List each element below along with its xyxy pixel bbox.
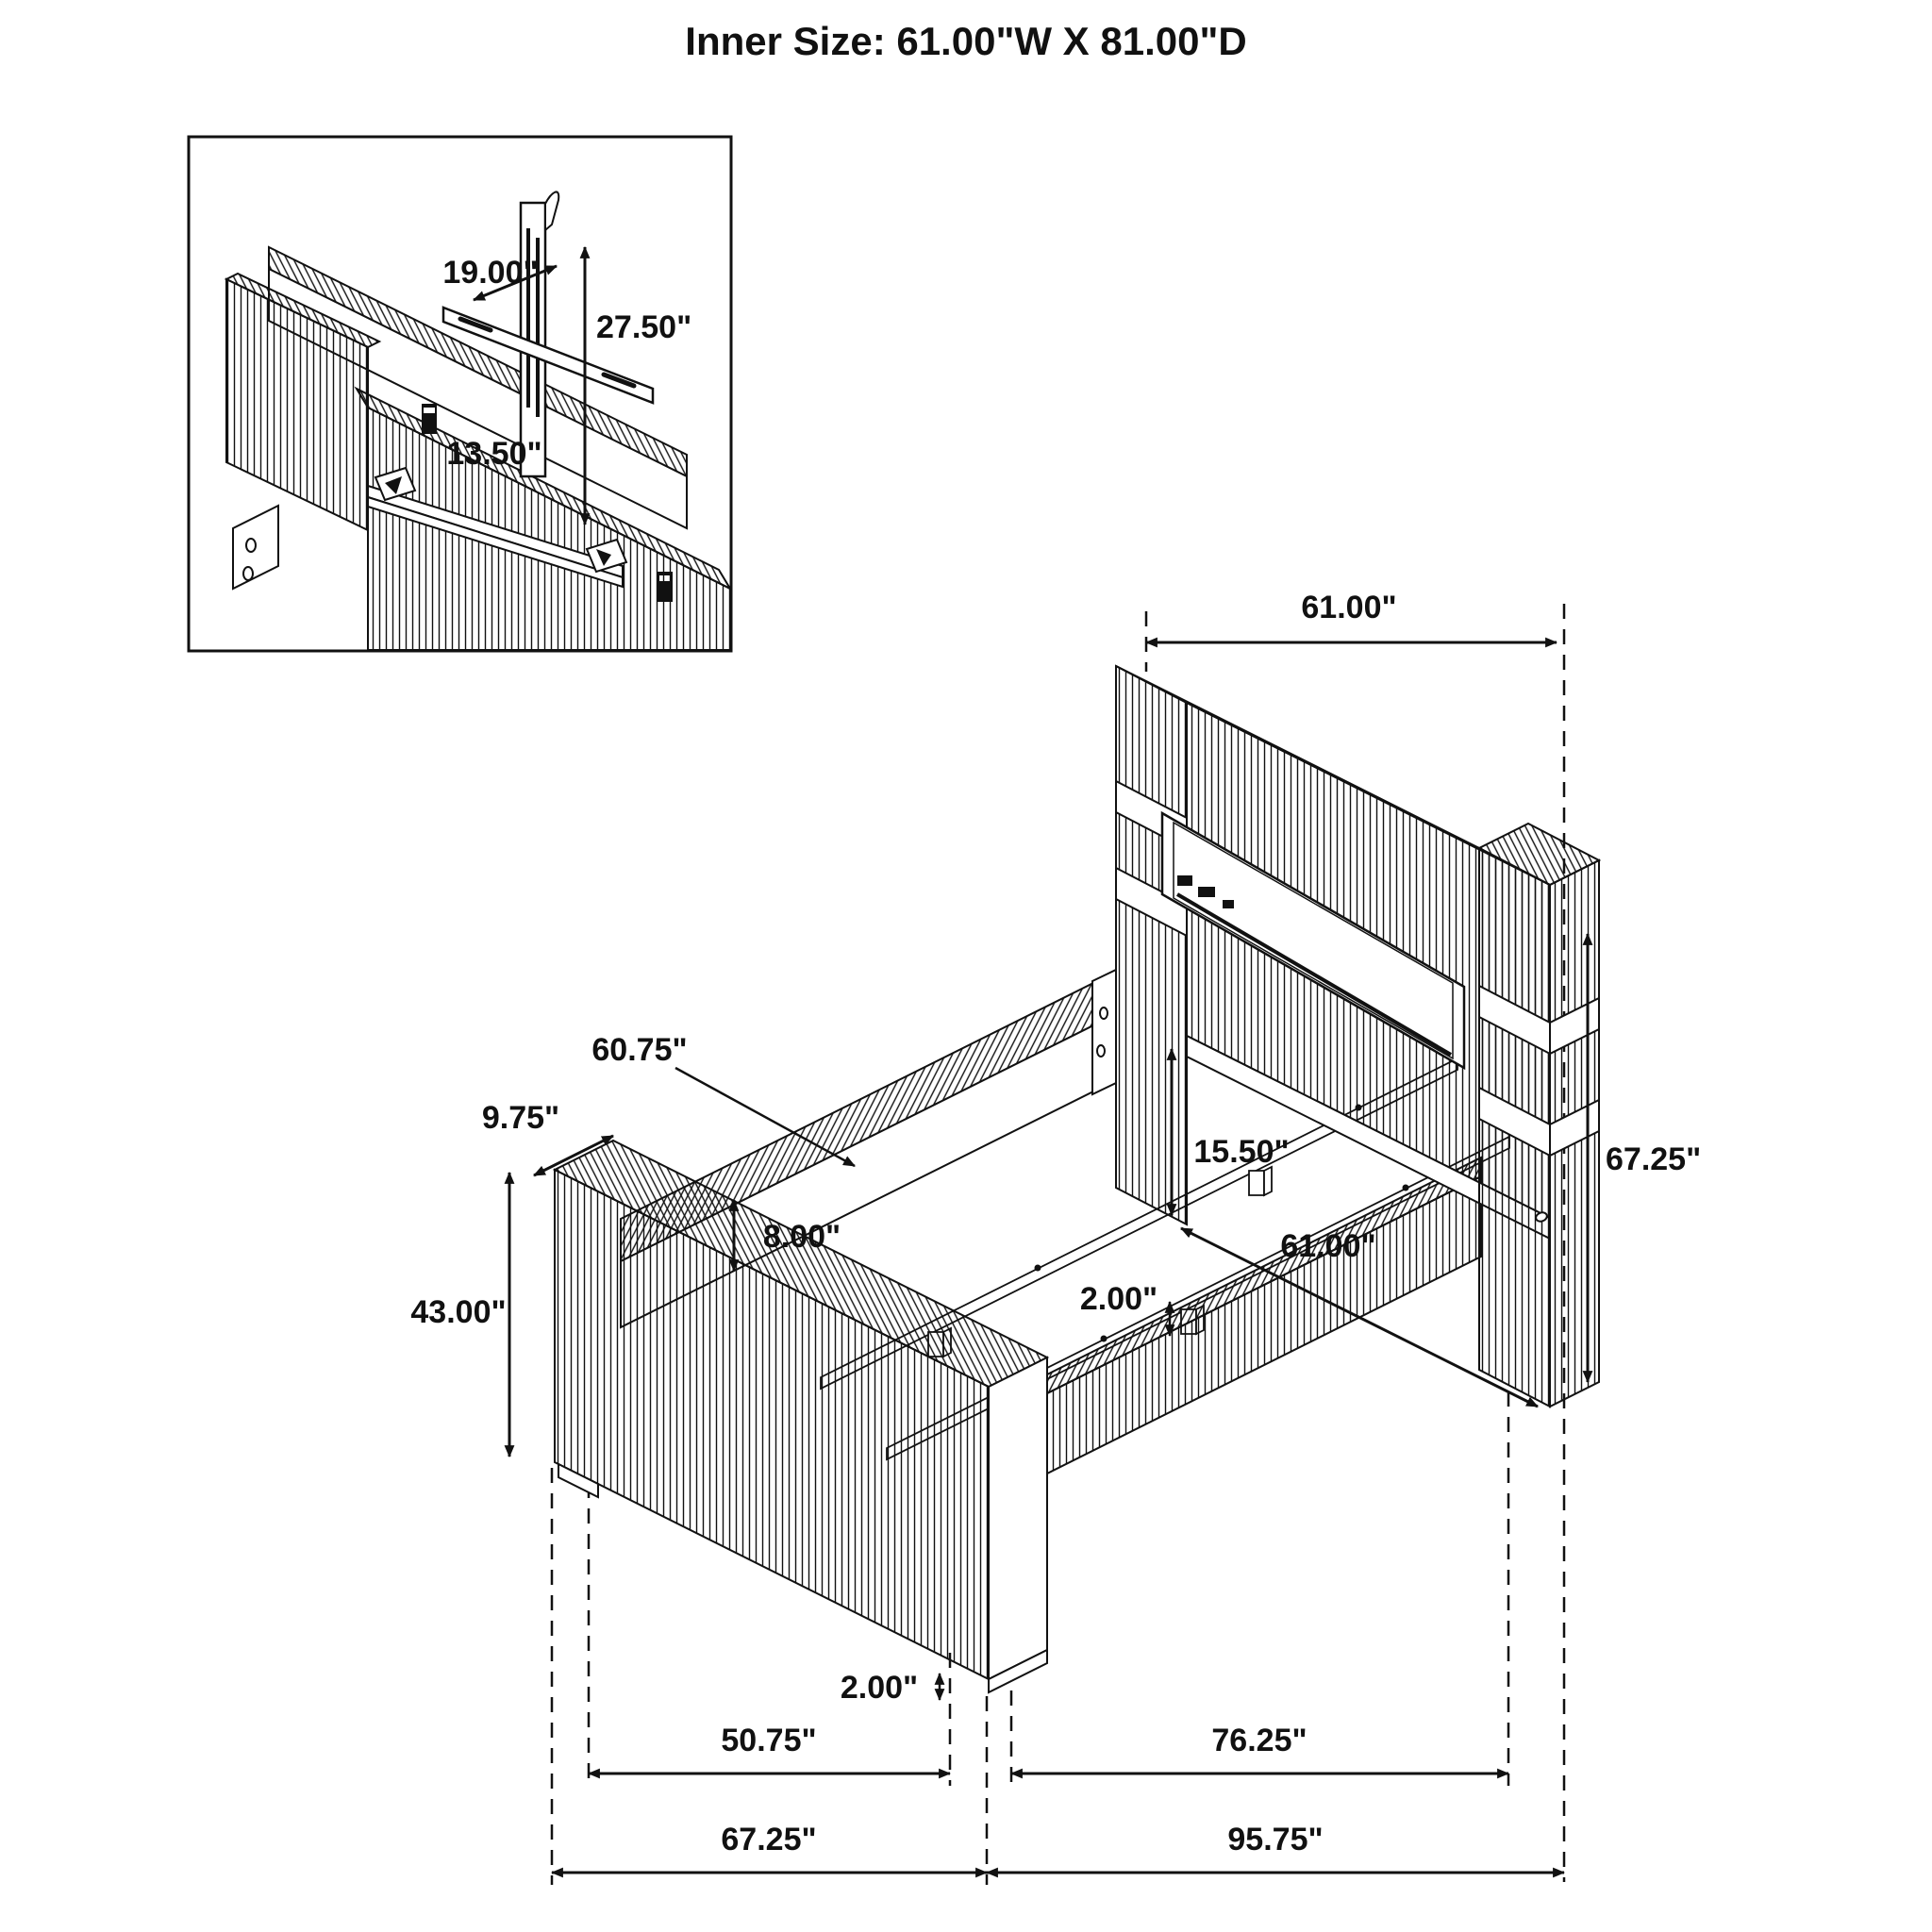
dim-support-leg-height: 2.00" bbox=[1079, 1281, 1158, 1317]
dim-total-footboard-width: 67.25" bbox=[721, 1822, 817, 1857]
dim-inner-width: 61.00" bbox=[1280, 1228, 1376, 1264]
inset-detail-box bbox=[189, 137, 731, 651]
dim-footboard-depth: 9.75" bbox=[481, 1100, 560, 1136]
dim-footboard-height: 43.00" bbox=[410, 1294, 507, 1330]
rail-end-bracket bbox=[1092, 970, 1116, 1094]
dim-bracket-length: 13.50" bbox=[446, 436, 542, 472]
dim-panel-clearance: 15.50" bbox=[1193, 1134, 1290, 1170]
dim-tv-bar-width: 19.00" bbox=[442, 255, 539, 291]
right-side-rail bbox=[1008, 1158, 1481, 1493]
dim-footboard-span: 50.75" bbox=[721, 1723, 817, 1758]
footboard-end-face bbox=[989, 1357, 1047, 1679]
dim-foot-leg-height: 2.00" bbox=[840, 1670, 919, 1706]
dim-tv-mount-height: 27.50" bbox=[596, 309, 692, 345]
dim-headboard-height: 67.25" bbox=[1606, 1141, 1702, 1177]
dim-rail-height: 8.00" bbox=[762, 1219, 841, 1255]
dim-frame-span: 76.25" bbox=[1211, 1723, 1307, 1758]
dim-side-rail-length: 60.75" bbox=[591, 1032, 688, 1068]
dim-headboard-width: 61.00" bbox=[1301, 590, 1397, 625]
page-title: Inner Size: 61.00"W X 81.00"D bbox=[685, 19, 1247, 63]
headboard-left-post bbox=[1116, 666, 1187, 1224]
dim-total-frame-length: 95.75" bbox=[1227, 1822, 1324, 1857]
